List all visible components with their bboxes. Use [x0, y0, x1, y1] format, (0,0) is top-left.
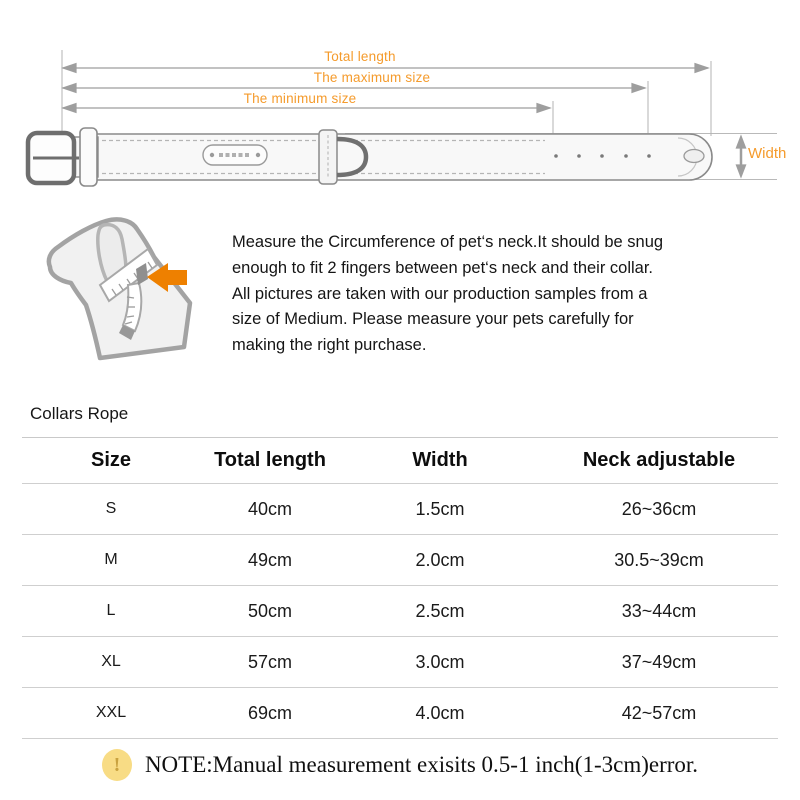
measuring-instructions	[232, 230, 757, 359]
dog-measure-illustration	[40, 205, 240, 375]
cell-width: 1.5cm	[415, 498, 465, 519]
collar-nameplate	[203, 145, 267, 165]
width-label: Width	[748, 145, 787, 162]
cell-total-length: 57cm	[247, 651, 292, 672]
buckle	[28, 128, 98, 186]
note-text: NOTE:Manual measurement exisits 0.5-1 inch(1-3cm)error.	[144, 752, 699, 777]
cell-neck-adjustable: 30.5~39cm	[614, 549, 704, 570]
cell-width: 2.5cm	[415, 600, 465, 621]
measurement-note	[0, 744, 800, 786]
cell-neck-adjustable: 42~57cm	[621, 702, 697, 723]
cell-width: 4.0cm	[415, 702, 465, 723]
cell-size: M	[104, 551, 118, 568]
table-row	[22, 586, 778, 637]
column-header-total-length: Total length	[214, 449, 326, 471]
cell-neck-adjustable: 37~49cm	[621, 651, 697, 672]
instruction-line: Measure the Circumference of pet‘s neck.It should be snug	[232, 233, 664, 251]
cell-neck-adjustable: 26~36cm	[621, 498, 697, 519]
cell-width: 2.0cm	[415, 549, 465, 570]
exclamation-icon: !	[102, 749, 132, 781]
table-row	[22, 535, 778, 586]
total-length-label: Total length	[324, 49, 396, 64]
maximum-size-label: The maximum size	[313, 70, 431, 85]
table-header-row	[22, 438, 778, 484]
column-header-neck-adjustable: Neck adjustable	[582, 449, 736, 471]
column-header-width: Width	[412, 449, 468, 471]
cell-total-length: 50cm	[247, 600, 292, 621]
cell-size: S	[105, 500, 117, 517]
instruction-line: All pictures are taken with our production samples from a	[232, 284, 648, 303]
size-table	[22, 437, 778, 739]
cell-total-length: 49cm	[247, 549, 292, 570]
collar-strap	[96, 134, 712, 180]
tip-badge	[684, 150, 704, 163]
table-title: Collars Rope	[30, 404, 129, 423]
instruction-line: making the right purchase.	[232, 336, 427, 355]
table-row	[22, 688, 778, 739]
cell-neck-adjustable: 33~44cm	[621, 600, 697, 621]
cell-width: 3.0cm	[415, 651, 465, 672]
instruction-line: enough to fit 2 fingers between pet‘s neck and their collar.	[232, 258, 654, 277]
cell-total-length: 69cm	[247, 702, 292, 723]
collar-diagram	[0, 0, 800, 205]
cell-total-length: 40cm	[247, 498, 292, 519]
table-row	[22, 484, 778, 535]
keeper-loop	[80, 128, 97, 186]
cell-size: XXL	[95, 704, 127, 721]
minimum-size-label: The minimum size	[243, 91, 357, 106]
cell-size: XL	[101, 653, 121, 670]
column-header-size: Size	[90, 449, 132, 471]
cell-size: L	[106, 602, 116, 619]
table-row	[22, 637, 778, 688]
instruction-line: size of Medium. Please measure your pets carefully for	[232, 310, 634, 329]
